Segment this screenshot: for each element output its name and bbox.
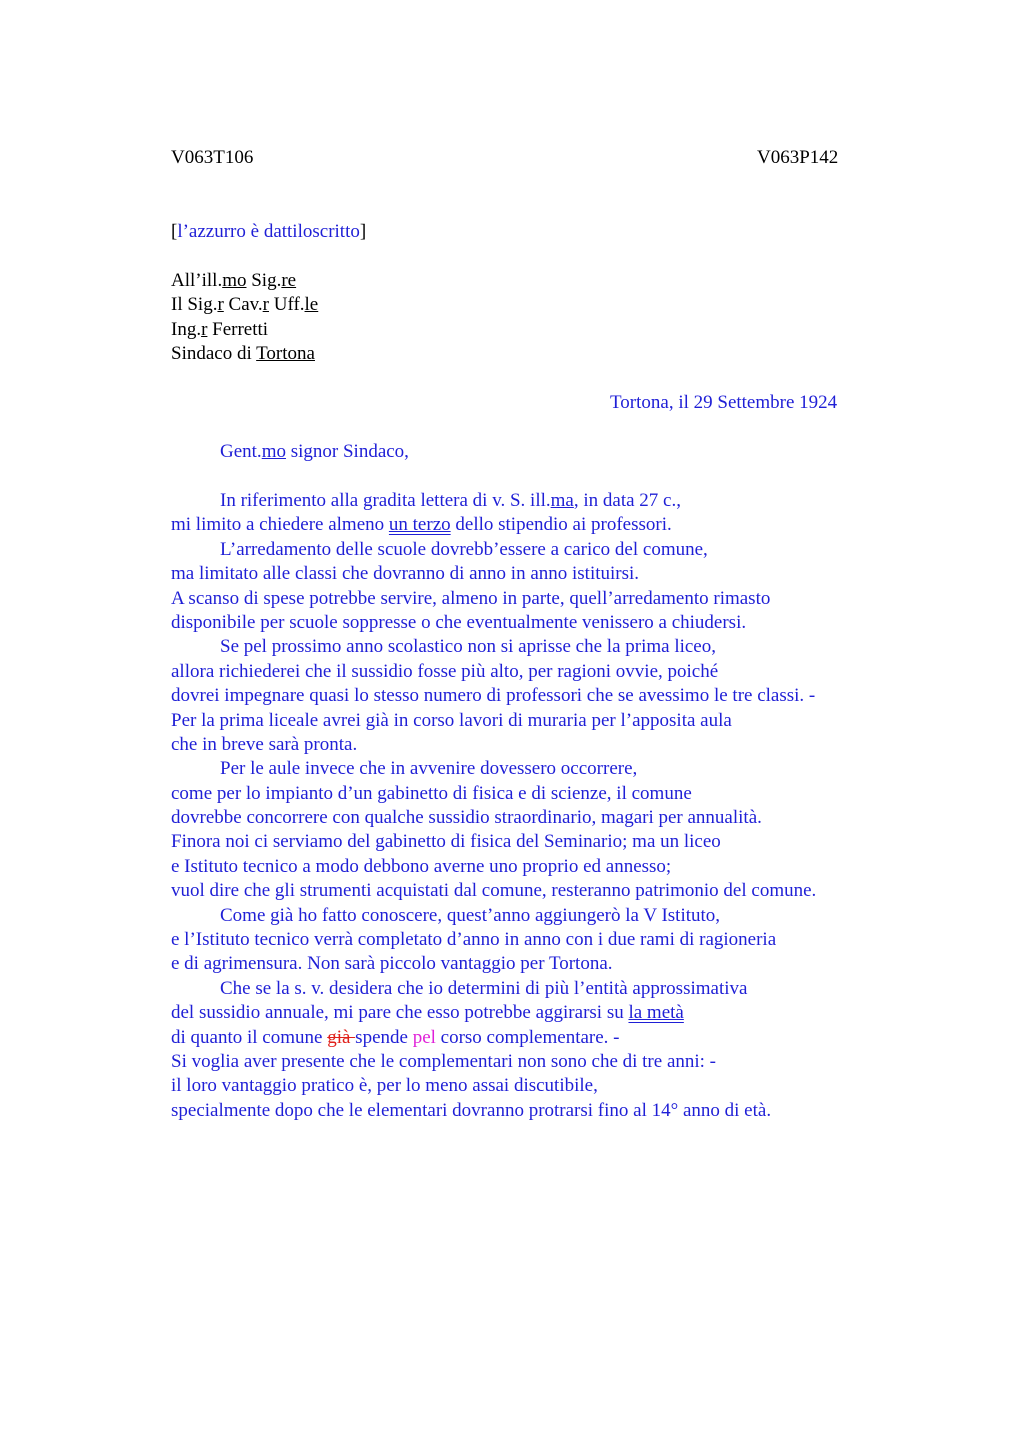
address-line [171, 342, 318, 366]
underlined-text: le [304, 294, 319, 316]
body-line [171, 489, 891, 513]
text-run: Cav. [223, 294, 263, 316]
text-run: L’arredamento delle scuole dovrebb’essere a carico del comune, [220, 538, 708, 560]
body-line [171, 635, 891, 659]
body-line [171, 757, 891, 781]
text-run: vuol dire che gli strumenti acquistati dal comune, resteranno patrimonio del comune. [171, 880, 817, 902]
underlined-text: r [262, 294, 269, 316]
text-run: dovrei impegnare quasi lo stesso numero di professori che se avessimo le tre classi. - [171, 685, 816, 707]
body-line [171, 684, 891, 708]
text-run: allora richiederei che il sussidio fosse più alto, per ragioni ovvie, poiché [171, 660, 719, 682]
text-run: Finora noi ci serviamo del gabinetto di fisica del Seminario; ma un liceo [171, 831, 721, 853]
body-line [171, 1001, 891, 1025]
body-line [171, 806, 891, 830]
body-line [171, 611, 891, 635]
text-run: Come già ho fatto conoscere, quest’anno aggiungerò la V Istituto, [220, 904, 721, 926]
text-run: , in data 27 c., [573, 490, 681, 511]
text-run: del sussidio annuale, mi pare che esso potrebbe aggirarsi su [171, 1002, 629, 1024]
document-code-left: V063T106 [171, 147, 254, 168]
text-run: di quanto il comune [171, 1026, 328, 1048]
text-run: il loro vantaggio pratico è, per lo meno assai discutibile, [171, 1075, 598, 1097]
body-line [171, 904, 891, 928]
text-run: mi limito a chiedere almeno [171, 514, 389, 536]
body-line [171, 830, 891, 854]
body-line [171, 1050, 891, 1074]
salutation [220, 440, 409, 464]
text-run: specialmente dopo che le elementari dovranno protrarsi fino al 14° anno di età. [171, 1099, 772, 1121]
address-line [171, 269, 318, 293]
editorial-note [171, 220, 366, 244]
underlined-text: r [201, 318, 208, 340]
text-run: A scanso di spese potrebbe servire, almeno in parte, quell’arredamento rimasto [171, 587, 771, 609]
body-line [171, 952, 891, 976]
note-text: l’azzurro è dattiloscritto [177, 221, 360, 242]
text-run: Ferretti [207, 318, 269, 340]
underlined-text: la metà [628, 1002, 684, 1024]
text-run: Si voglia aver presente che le complementari non sono che di tre anni: - [171, 1050, 717, 1072]
document-code-right: V063P142 [757, 147, 839, 168]
text-run: Ing. [171, 318, 202, 340]
note-bracket-close: ] [359, 221, 367, 242]
body-line [171, 1099, 891, 1123]
body-line [171, 928, 891, 952]
body-line [171, 782, 891, 806]
underlined-text: un terzo [388, 514, 451, 536]
body-line [171, 879, 891, 903]
text-run: Il Sig. [171, 294, 218, 316]
underlined-text: Tortona [256, 343, 315, 365]
text-run: Se pel prossimo anno scolastico non si aprisse che la prima liceo, [220, 636, 716, 658]
salutation-abbrev: mo [261, 441, 286, 462]
text-run: e di agrimensura. Non sarà piccolo vantaggio per Tortona. [171, 953, 613, 975]
underlined-text: mo [222, 270, 247, 291]
text-run: ma limitato alle classi che dovranno di anno in anno istituirsi. [171, 563, 640, 585]
body-line [171, 587, 891, 611]
body-line [171, 977, 891, 1001]
text-run: e l’Istituto tecnico verrà completato d’anno in anno con i due rami di ragioneria [171, 929, 777, 951]
strikethrough-text: già [327, 1026, 356, 1048]
address-line [171, 318, 318, 342]
text-run: Sindaco di [171, 343, 257, 365]
recipient-address [171, 269, 318, 367]
text-run: Per la prima liceale avrei già in corso lavori di muraria per l’apposita aula [171, 709, 732, 731]
text-run: dello stipendio ai professori. [450, 514, 672, 536]
text-run: disponibile per scuole soppresse o che eventualmente venissero a chiudersi. [171, 611, 747, 633]
letter-body [171, 489, 891, 1123]
text-run: In riferimento alla gradita lettera di v. S. ill. [220, 490, 551, 511]
underlined-text: r [217, 294, 224, 316]
salutation-post: signor Sindaco, [285, 441, 409, 462]
text-run: Per le aule invece che in avvenire dovessero occorrere, [220, 758, 638, 780]
text-run: spende [355, 1026, 413, 1048]
body-line [171, 709, 891, 733]
body-line [171, 660, 891, 684]
text-run: Sig. [246, 270, 282, 291]
text-run: pel [412, 1026, 436, 1048]
body-line [171, 855, 891, 879]
text-run: All’ill. [171, 270, 223, 291]
underlined-text: ma [550, 490, 574, 511]
text-run: e Istituto tecnico a modo debbono averne uno proprio ed annesso; [171, 855, 672, 877]
body-line [171, 538, 891, 562]
text-run: dovrebbe concorrere con qualche sussidio straordinario, magari per annualità. [171, 807, 762, 829]
address-line [171, 293, 318, 317]
body-line [171, 733, 891, 757]
note-bracket-open: [ [171, 221, 178, 242]
underlined-text: re [281, 270, 297, 291]
text-run: come per lo impianto d’un gabinetto di fisica e di scienze, il comune [171, 782, 692, 804]
body-line [171, 513, 891, 537]
text-run: Uff. [268, 294, 305, 316]
text-run: che in breve sarà pronta. [171, 733, 358, 755]
salutation-pre: Gent. [220, 441, 262, 462]
body-line [171, 1074, 891, 1098]
text-run: Che se la s. v. desidera che io determini di più l’entità approssimativa [220, 977, 748, 999]
body-line [171, 562, 891, 586]
body-line [171, 1026, 891, 1050]
text-run: corso complementare. - [435, 1026, 620, 1048]
letter-date: Tortona, il 29 Settembre 1924 [610, 392, 838, 413]
